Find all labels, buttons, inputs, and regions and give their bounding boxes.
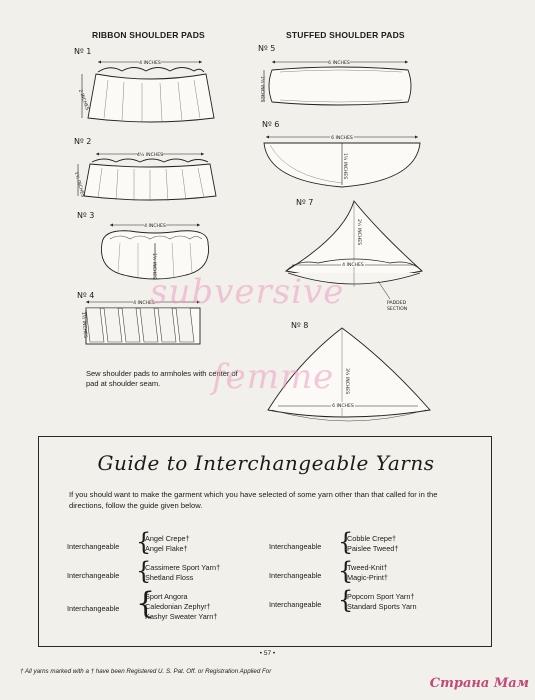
pad-5-height-label: 1½ INCHES xyxy=(259,76,264,103)
guide-label: Interchangeable xyxy=(67,571,120,580)
pad-number-6: Nº 6 xyxy=(262,120,280,129)
guide-label: Interchangeable xyxy=(269,600,322,609)
pad-4-height-label: 1½ INCHES xyxy=(80,311,88,339)
guide-title: Guide to Interchangeable Yarns xyxy=(97,451,435,475)
pad-number-5: Nº 5 xyxy=(258,44,276,53)
pad-3-width-label: 4 INCHES xyxy=(144,224,166,229)
yarn-item: Paislee Tweed† xyxy=(347,544,399,553)
pad-number-8: Nº 8 xyxy=(291,321,309,330)
guide-label: Interchangeable xyxy=(67,542,120,551)
sewing-note: Sew shoulder pads to armholes with center of pad at shoulder seam. xyxy=(86,369,238,388)
pad-number-2: Nº 2 xyxy=(74,137,92,146)
pad-1-illustration xyxy=(70,50,230,130)
pad-number-1: Nº 1 xyxy=(74,47,92,56)
pad-6-width-label: 6 INCHES xyxy=(331,136,353,141)
yarn-item: Standard Sports Yarn xyxy=(347,602,417,611)
stuffed-pads-heading: STUFFED SHOULDER PADS xyxy=(286,30,405,40)
brace-icon: { xyxy=(338,586,354,614)
yarn-item: Angel Flake† xyxy=(145,544,188,553)
footnote: † All yarns marked with a † have been Registered U. S. Pat. Off. or Registration Applied For xyxy=(20,668,272,675)
guide-label: Interchangeable xyxy=(269,542,322,551)
pad-6-illustration xyxy=(258,127,428,197)
pad-1-height-label: 2 INCHES xyxy=(77,88,90,112)
ribbon-pads-heading: RIBBON SHOULDER PADS xyxy=(92,30,205,40)
yarn-item: Cassimere Sport Yarn† xyxy=(145,563,221,572)
brace-icon: { xyxy=(136,586,156,621)
yarn-item: Popcorn Sport Yarn† xyxy=(347,592,415,601)
pad-number-7: Nº 7 xyxy=(296,198,314,207)
yarn-item: Magic-Print† xyxy=(347,573,388,582)
yarn-item: Shetland Floss xyxy=(145,573,194,582)
brace-icon: { xyxy=(338,557,354,585)
yarn-item: Cobble Crepe† xyxy=(347,534,397,543)
pad-8-width-label: 6 INCHES xyxy=(332,404,354,409)
pad-1-width-label: 4 INCHES xyxy=(139,61,161,66)
pad-2-width-label: 4½ INCHES xyxy=(136,153,164,158)
guide-label: Interchangeable xyxy=(67,604,120,613)
page-number: • 57 • xyxy=(259,650,276,657)
brace-icon: { xyxy=(136,528,152,556)
yarn-item: Tweed-Knit† xyxy=(347,563,388,572)
pad-2-height-label: 1½ INCHES xyxy=(73,171,85,198)
pad-7-height-label: 2½ INCHES xyxy=(356,219,361,246)
padded-section-label: PADDED SECTION xyxy=(387,301,408,312)
pad-number-3: Nº 3 xyxy=(77,211,95,220)
interchangeable-yarns-guide xyxy=(38,436,492,647)
watermark-line2: femme xyxy=(212,357,335,397)
watermark-line1: subversive xyxy=(150,272,345,312)
pad-2-illustration xyxy=(70,140,230,210)
guide-label: Interchangeable xyxy=(269,571,322,580)
pad-5-width-label: 6 INCHES xyxy=(328,61,350,66)
pad-8-height-label: 3¼ INCHES xyxy=(344,368,349,395)
pad-6-height-label: 1¼ INCHES xyxy=(342,153,347,180)
pad-7-width-label: 4 INCHES xyxy=(342,263,364,268)
yarn-item: Kashyr Sweater Yarn† xyxy=(145,612,218,621)
guide-intro: If you should want to make the garment which you have selected of some yarn other than that called for in the directions, follow the guide given below. xyxy=(69,490,438,510)
pad-3-height-label: 1½ INCHES xyxy=(151,253,156,280)
pad-5-illustration xyxy=(258,52,428,112)
brace-icon: { xyxy=(136,557,152,585)
yarn-item: Caledonian Zephyr† xyxy=(145,602,211,611)
brace-icon: { xyxy=(338,528,354,556)
pad-4-width-label: 4 INCHES xyxy=(133,301,155,306)
yarn-item: Sport Angora xyxy=(145,592,188,601)
yarn-item: Angel Crepe† xyxy=(145,534,190,543)
site-logo: Страна Мам xyxy=(429,676,529,691)
pad-number-4: Nº 4 xyxy=(77,291,95,300)
